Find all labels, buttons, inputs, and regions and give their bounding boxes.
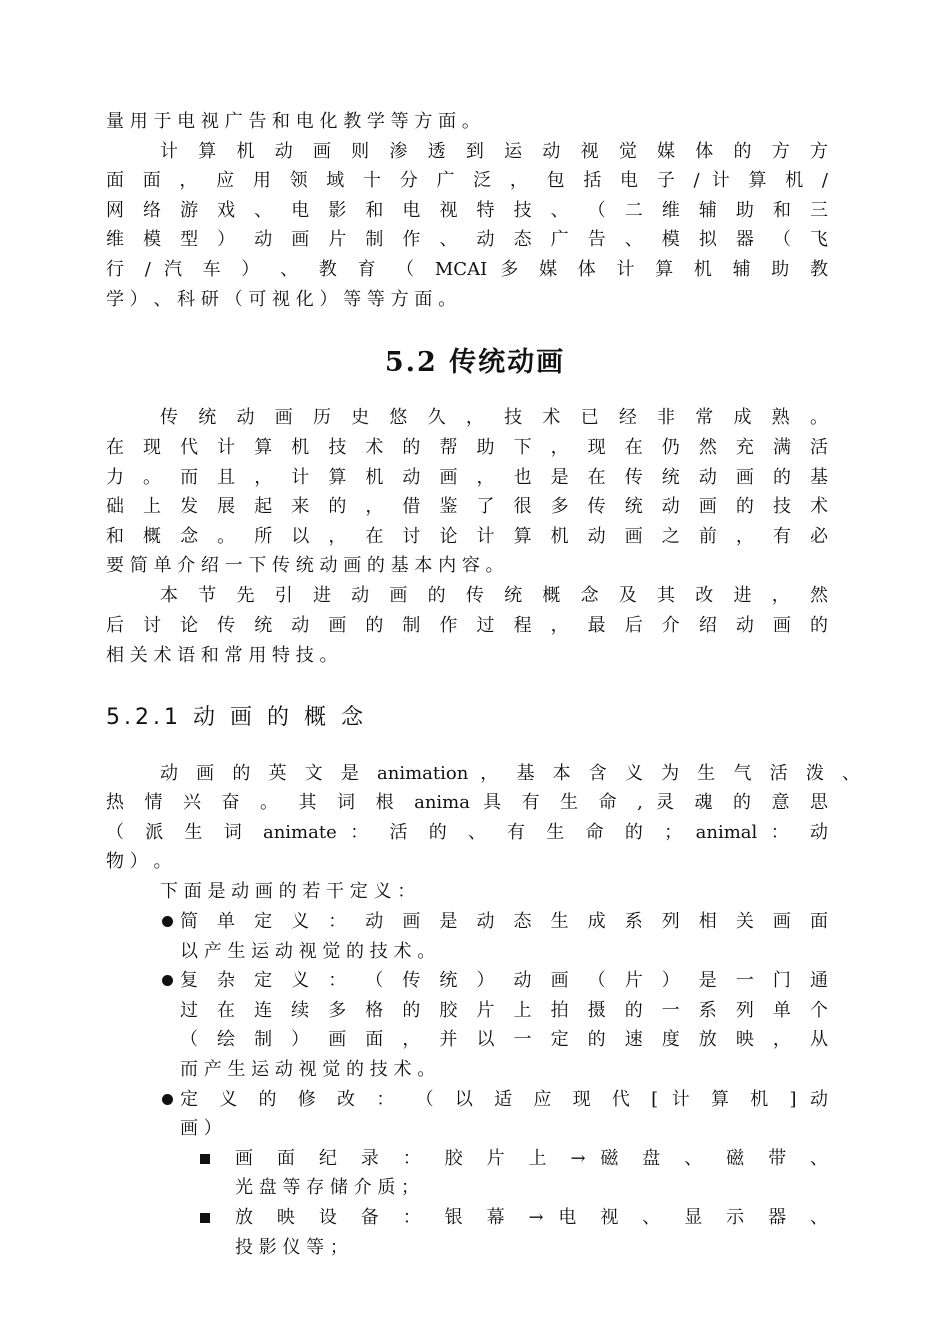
text-line: 行 / 汽 车 ） 、 教 育 （ MCAI 多 媒 体 计 算 机 辅 助 教 (106, 259, 828, 280)
subsection-heading: 5.2.1 动 画 的 概 念 (106, 705, 367, 730)
text-line: 下 面 是 动 画 的 若 干 定 义 ： (160, 881, 416, 902)
text-line: 和 概 念 。 所 以 ， 在 讨 论 计 算 机 动 画 之 前 ， 有 必 (106, 526, 828, 547)
text-line: 物 ） 。 (106, 851, 172, 872)
text-line: 传 统 动 画 历 史 悠 久 ， 技 术 已 经 非 常 成 熟 。 (160, 407, 828, 428)
section-heading: 5.2 传统动画 (384, 347, 566, 378)
bullet-text-line: 以 产 生 运 动 视 觉 的 技 术 。 (180, 941, 436, 962)
text-line: 动 画 的 英 文 是 animation ， 基 本 含 义 为 生 气 活 泼 、 (160, 763, 860, 784)
text-line: 础 上 发 展 起 来 的 ， 借 鉴 了 很 多 传 统 动 画 的 技 术 (106, 496, 828, 517)
text-line: 在 现 代 计 算 机 技 术 的 帮 助 下 ， 现 在 仍 然 充 满 活 (106, 437, 828, 458)
bullet-text-line: 画 ） (180, 1118, 222, 1139)
sub-bullet-text-line: 投 影 仪 等 ； (235, 1237, 348, 1258)
bullet-text-line: 而 产 生 运 动 视 觉 的 技 术 。 (180, 1059, 436, 1080)
bullet-text-line: 过 在 连 续 多 格 的 胶 片 上 拍 摄 的 一 系 列 单 个 (180, 1000, 828, 1021)
bullet-text-line: 复 杂 定 义 ： （ 传 统 ） 动 画 （ 片 ） 是 一 门 通 (180, 970, 828, 991)
bullet-square-icon (200, 1154, 210, 1164)
text-line: 面 面 ， 应 用 领 域 十 分 广 泛 ， 包 括 电 子 / 计 算 机 / (106, 170, 828, 191)
bullet-dot-icon (162, 1094, 173, 1105)
text-line: 力 。 而 且 ， 计 算 机 动 画 ， 也 是 在 传 统 动 画 的 基 (106, 467, 828, 488)
text-line: 要 简 单 介 绍 一 下 传 统 动 画 的 基 本 内 容 。 (106, 555, 504, 576)
bullet-dot-icon (162, 975, 173, 986)
bullet-dot-icon (162, 916, 173, 927)
bullet-text-line: 简 单 定 义 ： 动 画 是 动 态 生 成 系 列 相 关 画 面 (180, 911, 828, 932)
text-line: 学 ） 、 科 研 （ 可 视 化 ） 等 等 方 面 。 (106, 289, 457, 310)
text-line: （ 派 生 词 animate ： 活 的 、 有 生 命 的 ； animal ： 动 (106, 822, 828, 843)
sub-bullet-text-line: 画 面 纪 录 ： 胶 片 上 → 磁 盘 、 磁 带 、 (235, 1148, 828, 1169)
text-line: 相 关 术 语 和 常 用 特 技 。 (106, 645, 338, 666)
bullet-text-line: 定 义 的 修 改 ： （ 以 适 应 现 代 [ 计 算 机 ] 动 (180, 1089, 828, 1110)
text-line: 后 讨 论 传 统 动 画 的 制 作 过 程 ， 最 后 介 绍 动 画 的 (106, 615, 828, 636)
text-line: 维 模 型 ） 动 画 片 制 作 、 动 态 广 告 、 模 拟 器 （ 飞 (106, 229, 828, 250)
bullet-square-icon (200, 1213, 210, 1223)
sub-bullet-text-line: 放 映 设 备 ： 银 幕 → 电 视 、 显 示 器 、 (235, 1207, 828, 1228)
sub-bullet-text-line: 光 盘 等 存 储 介 质 ； (235, 1177, 420, 1198)
text-line: 网 络 游 戏 、 电 影 和 电 视 特 技 、 （ 二 维 辅 助 和 三 (106, 200, 828, 221)
text-line: 计 算 机 动 画 则 渗 透 到 运 动 视 觉 媒 体 的 方 方 (160, 141, 828, 162)
text-line: 本 节 先 引 进 动 画 的 传 统 概 念 及 其 改 进 ， 然 (160, 585, 828, 606)
text-line: 量 用 于 电 视 广 告 和 电 化 教 学 等 方 面 。 (106, 111, 480, 132)
bullet-text-line: （ 绘 制 ） 画 面 ， 并 以 一 定 的 速 度 放 映 ， 从 (180, 1029, 828, 1050)
text-line: 热 情 兴 奋 。 其 词 根 anima 具 有 生 命 , 灵 魂 的 意 思 (106, 792, 828, 813)
